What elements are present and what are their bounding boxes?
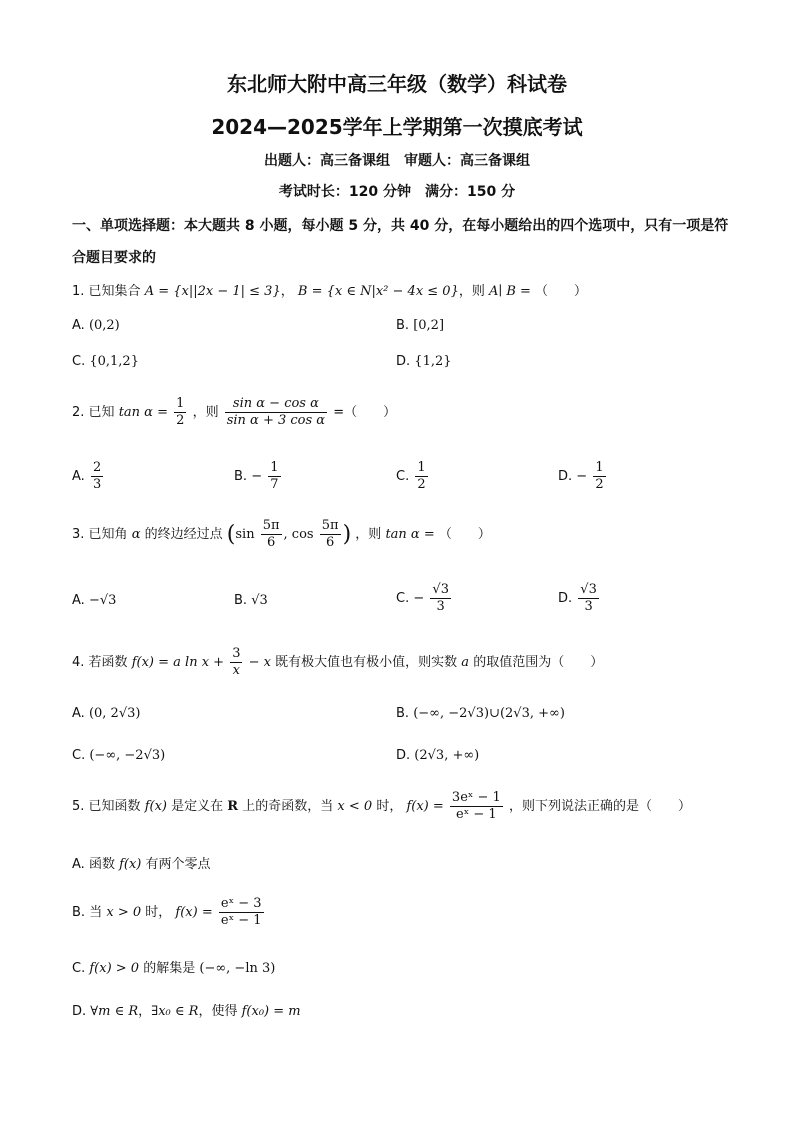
exam-authors: 出题人：高三备课组 审题人：高三备课组 bbox=[264, 153, 530, 169]
fraction: $\frac{5\pi}{6}$ bbox=[262, 518, 280, 550]
option-label: B. bbox=[396, 318, 410, 333]
math-expr: f(x) bbox=[144, 799, 167, 814]
question-number: 2. bbox=[72, 405, 85, 420]
option-value: (−∞, −2√3) bbox=[89, 748, 166, 763]
option-d[interactable]: D. − $\frac{1}{2}$ bbox=[558, 460, 604, 492]
option-value: (0,2) bbox=[88, 318, 120, 333]
option-a[interactable] bbox=[72, 318, 120, 333]
option-c[interactable] bbox=[396, 460, 430, 493]
fraction: $\frac{2}{3}$ bbox=[92, 460, 102, 492]
question-number: 3. bbox=[72, 527, 85, 542]
option-label: A. bbox=[72, 706, 85, 721]
question-text: 时， bbox=[376, 799, 403, 814]
question-text: ，则 bbox=[458, 284, 485, 299]
fraction: $\frac{√3}{3}$ bbox=[432, 582, 449, 614]
option-label: A. bbox=[72, 318, 85, 333]
question-number: 1. bbox=[72, 284, 85, 299]
option-label: D. bbox=[558, 591, 573, 606]
question-number: 5. bbox=[72, 799, 85, 814]
option-label: D. bbox=[396, 354, 411, 369]
option-value: −√3 bbox=[88, 593, 117, 608]
fraction: $\frac{\text{3eˣ − 1}}{\text{eˣ − 1}}$ bbox=[451, 790, 501, 822]
option-a[interactable] bbox=[72, 593, 116, 608]
answer-blank: （ ） bbox=[438, 527, 491, 542]
option-label: A. bbox=[72, 857, 85, 872]
option-a[interactable] bbox=[72, 706, 140, 721]
option-label: C. bbox=[396, 591, 410, 606]
fraction: $\frac{\text{eˣ − 3}}{\text{eˣ − 1}}$ bbox=[220, 896, 262, 928]
real-numbers-symbol: R bbox=[227, 799, 239, 814]
question-text: 上的奇函数，当 bbox=[242, 799, 334, 814]
exam-subtitle: 2024—2025学年上学期第一次摸底考试 bbox=[211, 115, 583, 139]
option-d[interactable]: D. ∀m ∈ R，∃x₀ ∈ R，使得 f(x₀) = m bbox=[72, 1004, 301, 1019]
option-label: B. bbox=[396, 706, 410, 721]
set-b: B = {x ∈ N|x² − 4x ≤ 0} bbox=[297, 284, 459, 299]
math-expr: f(x) = bbox=[406, 799, 444, 814]
option-label: B. bbox=[234, 469, 248, 484]
option-label: B. bbox=[234, 593, 248, 608]
section-heading: 一、单项选择题：本大题共 8 小题，每小题 5 分，共 40 分，在每小题给出的四个选项中，只有一项是符合题目要求的 bbox=[72, 218, 729, 266]
option-c[interactable] bbox=[72, 748, 165, 763]
math-expr: A∣ B = bbox=[489, 284, 531, 299]
math-symbol: a bbox=[461, 655, 470, 670]
fraction: $\frac{\text{sin α − cos α}}{\text{sin α + 3 cos α}}$ bbox=[226, 396, 326, 428]
math-expr: f(x) = a ln x + bbox=[131, 655, 225, 670]
option-label: C. bbox=[72, 961, 86, 976]
option-value: {0,1,2} bbox=[89, 354, 139, 369]
option-label: C. bbox=[72, 748, 86, 763]
option-value: (2√3, +∞) bbox=[414, 748, 480, 763]
question-text: ，则 bbox=[355, 527, 382, 542]
option-a[interactable]: A. 函数 f(x) 有两个零点 bbox=[72, 857, 211, 872]
option-d[interactable] bbox=[558, 582, 601, 615]
option-label: A. bbox=[72, 593, 85, 608]
set-a: A = {x||2x − 1| ≤ 3} bbox=[144, 284, 281, 299]
option-b[interactable]: B. 当 x > 0 时， f(x) = $\frac{\text{eˣ − 3}}{\text{eˣ − 1}}$ bbox=[72, 896, 262, 928]
option-c[interactable]: C. − $\frac{√3}{3}$ bbox=[396, 582, 449, 614]
option-d[interactable] bbox=[396, 354, 452, 369]
option-value: √3 bbox=[251, 593, 268, 608]
option-value: [0,2] bbox=[413, 318, 445, 333]
alpha-symbol: α bbox=[131, 527, 141, 542]
option-c[interactable] bbox=[72, 354, 139, 369]
option-label: C. bbox=[396, 469, 410, 484]
option-label: B. bbox=[72, 905, 86, 920]
option-label: D. bbox=[396, 748, 411, 763]
question-2-stem bbox=[72, 396, 396, 429]
fraction: $\frac{√3}{3}$ bbox=[580, 582, 597, 614]
question-text: 既有极大值也有极小值，则实数 bbox=[275, 655, 458, 670]
question-3-stem: 3. 已知角 α 的终边经过点 (sin $\frac{5\pi}{6}$ , cos $\frac{5\pi}{6}$ ) ，则 tan α = （ ） bbox=[72, 518, 491, 550]
question-text: 若函数 bbox=[88, 655, 128, 670]
fraction: $\frac{1}{7}$ bbox=[270, 460, 279, 492]
option-d[interactable] bbox=[396, 748, 479, 763]
question-text: 的终边经过点 bbox=[144, 527, 223, 542]
question-4-stem bbox=[72, 646, 603, 679]
option-value: (0, 2√3) bbox=[88, 706, 141, 721]
question-text: ，则 bbox=[192, 405, 219, 420]
option-a[interactable] bbox=[72, 460, 105, 493]
question-5-stem bbox=[72, 790, 691, 823]
fraction: $\frac{1}{2}$ bbox=[176, 396, 185, 428]
math-expr: − x bbox=[248, 655, 271, 670]
question-text: ，则下列说法正确的是（ ） bbox=[508, 799, 691, 814]
fraction: $\frac{5\pi}{6}$ bbox=[321, 518, 339, 550]
question-number: 4. bbox=[72, 655, 85, 670]
question-text: 已知角 bbox=[88, 527, 128, 542]
answer-blank: （ ） bbox=[535, 284, 588, 299]
option-label: D. bbox=[72, 1004, 87, 1019]
fraction: $\frac{1}{2}$ bbox=[417, 460, 426, 492]
option-c[interactable]: C. f(x) > 0 的解集是 (−∞, −ln 3) bbox=[72, 961, 276, 976]
paren-open: ( bbox=[226, 522, 236, 547]
option-b[interactable]: B. − $\frac{1}{7}$ bbox=[234, 460, 279, 492]
option-label: C. bbox=[72, 354, 86, 369]
math-expr: tan α = bbox=[118, 405, 168, 420]
question-text: 是定义在 bbox=[171, 799, 224, 814]
option-b[interactable] bbox=[396, 318, 444, 333]
answer-blank: =（ ） bbox=[333, 405, 397, 420]
option-value: (−∞, −2√3)∪(2√3, +∞) bbox=[413, 706, 565, 721]
paren-close: ) bbox=[342, 522, 352, 547]
exam-info: 考试时长：120 分钟 满分：150 分 bbox=[278, 184, 516, 200]
exam-title: 东北师大附中高三年级（数学）科试卷 bbox=[227, 72, 567, 96]
option-label: A. bbox=[72, 469, 85, 484]
option-b[interactable] bbox=[396, 706, 565, 721]
option-label: D. bbox=[558, 469, 573, 484]
fraction: $\frac{1}{2}$ bbox=[595, 460, 604, 492]
math-expr: x < 0 bbox=[337, 799, 373, 814]
fraction: $\frac{3}{x}$ bbox=[232, 646, 241, 678]
question-text: 的取值范围为（ ） bbox=[473, 655, 604, 670]
math-expr: tan α = bbox=[385, 527, 435, 542]
question-text: 已知集合 bbox=[88, 284, 141, 299]
question-text: 已知函数 bbox=[88, 799, 141, 814]
option-value: {1,2} bbox=[414, 354, 452, 369]
question-1-stem bbox=[72, 280, 587, 299]
question-text: 已知 bbox=[88, 405, 115, 420]
option-b[interactable] bbox=[234, 593, 268, 608]
question-text: ， bbox=[280, 284, 294, 299]
